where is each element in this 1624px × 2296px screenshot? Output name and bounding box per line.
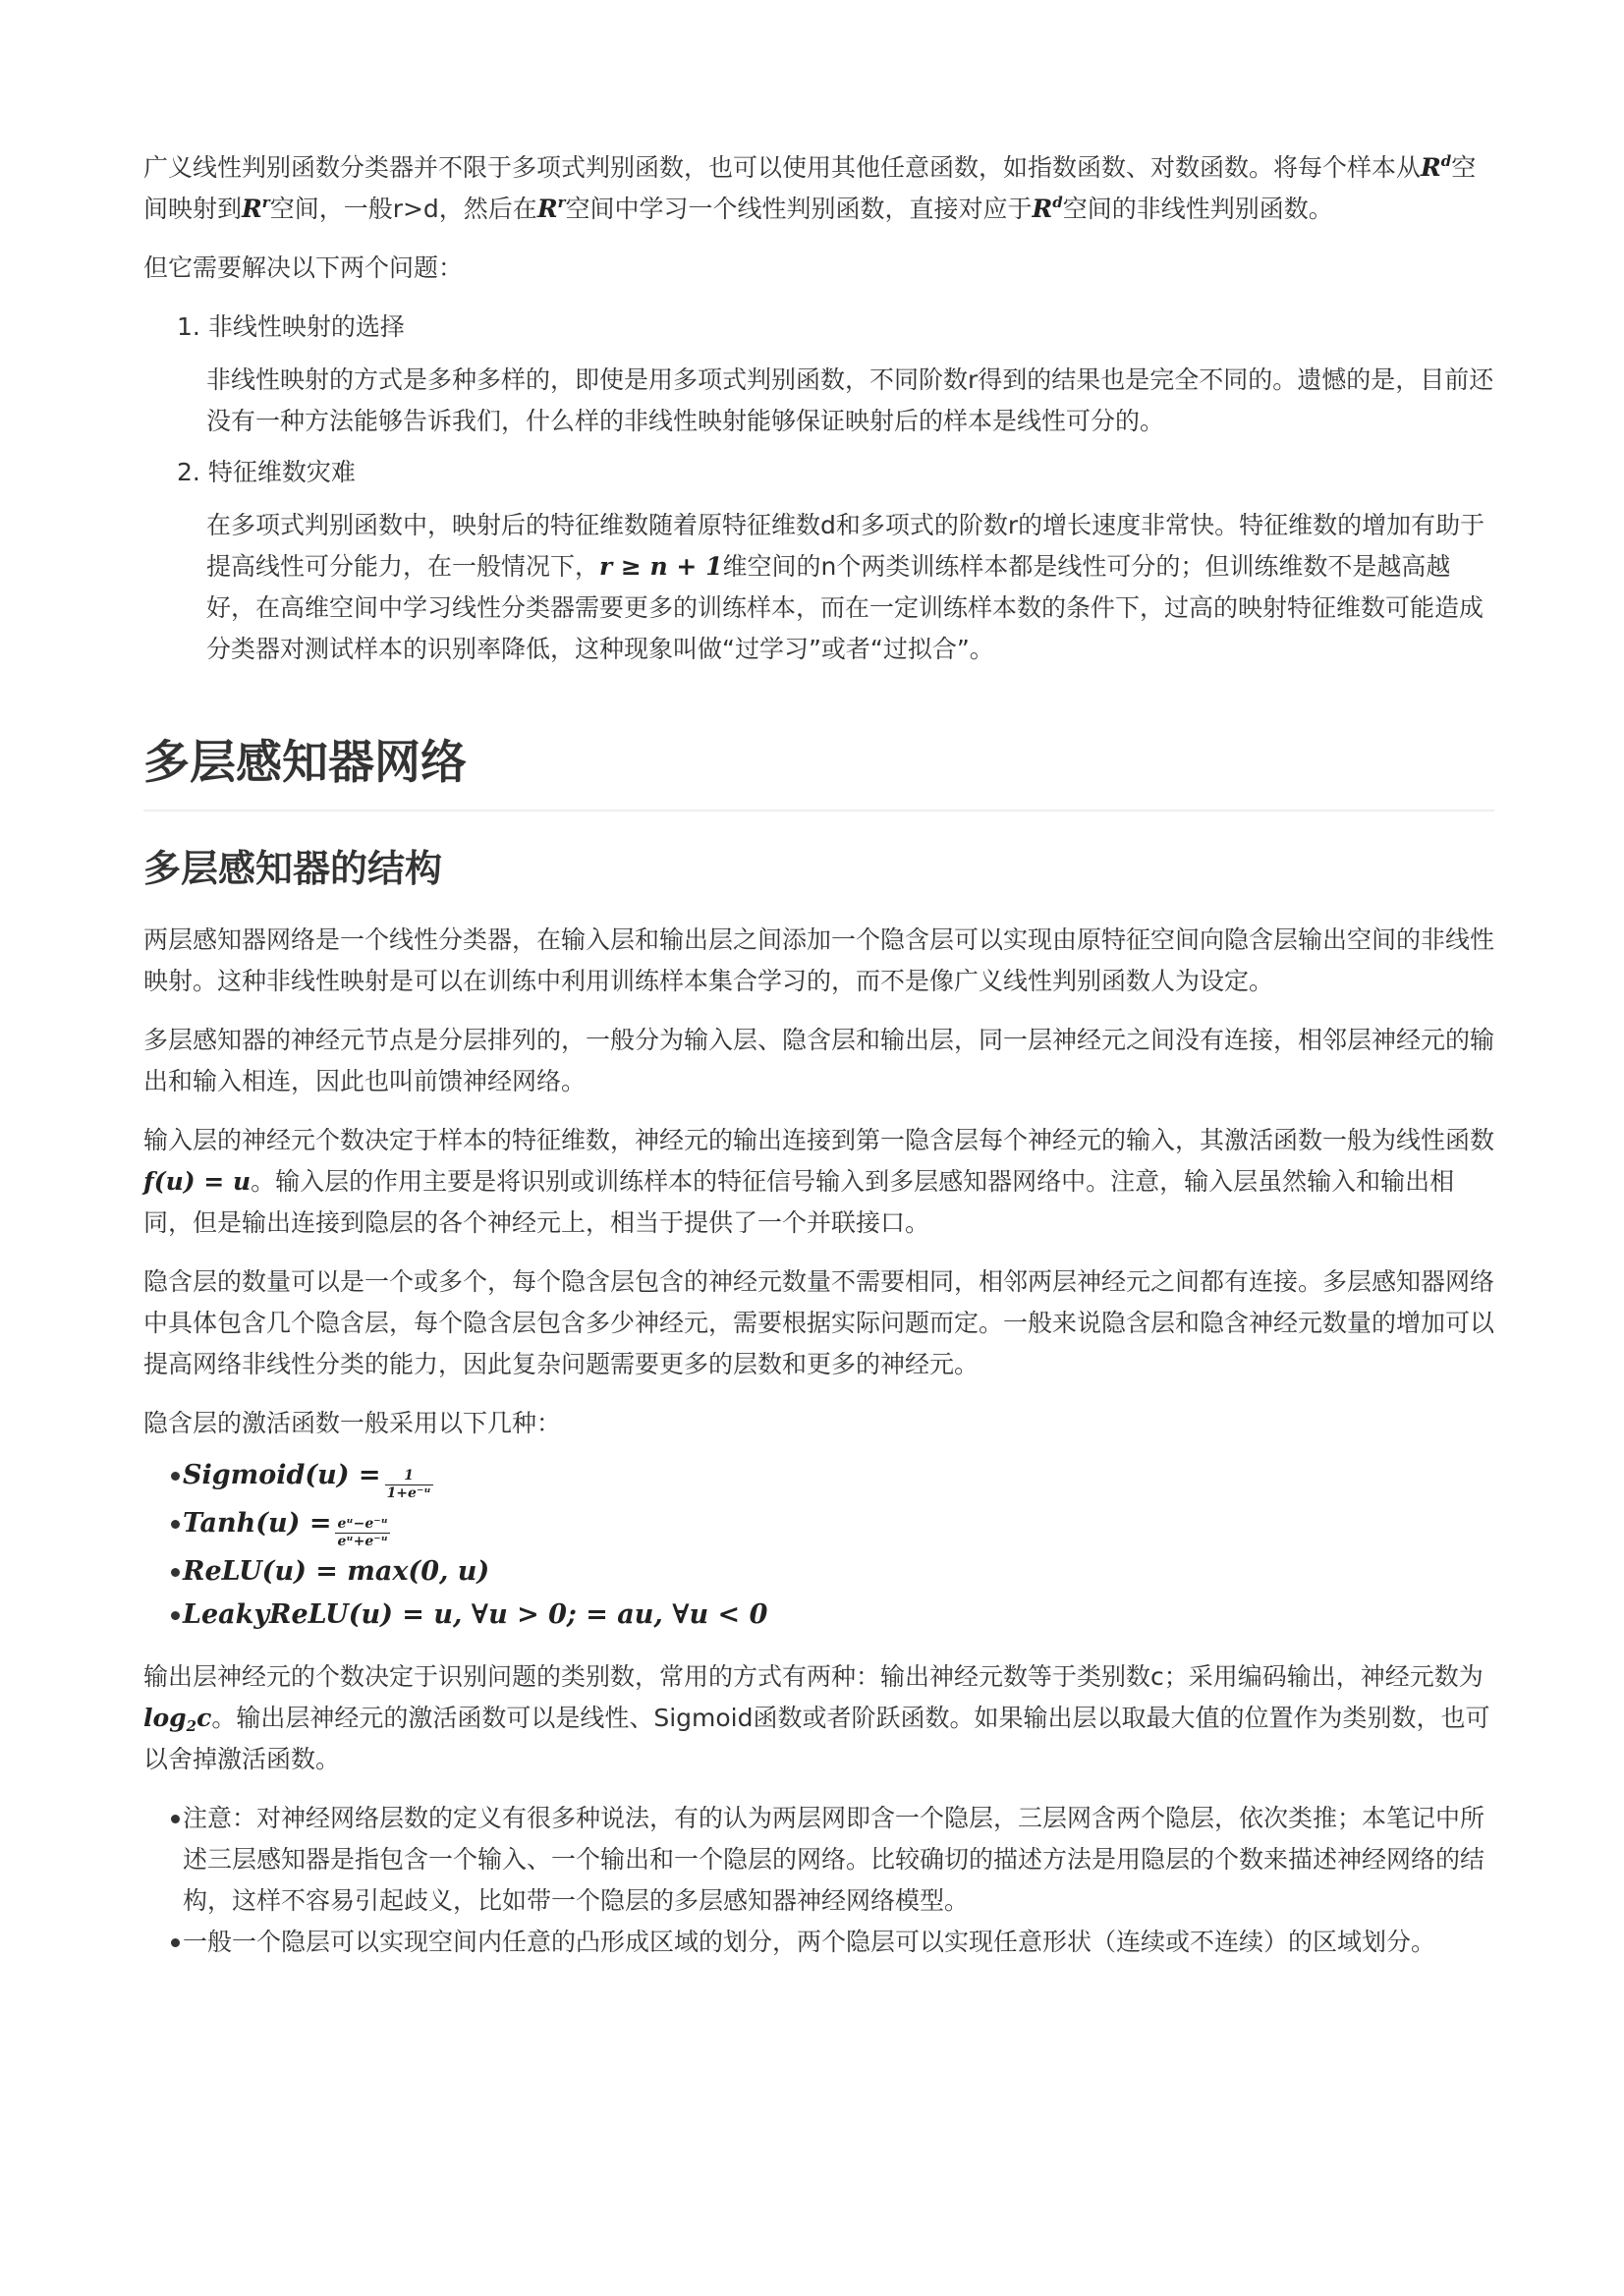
problem-body: 在多项式判别函数中，映射后的特征维数随着原特征维数d和多项式的阶数r的增长速度非常快。特征维数的增加有助于提高线性可分能力，在一般情况下，r ≥ n + 1维空间的n个两类训练样本都是线性可分的；但训练维数不是越高越好，在高维空间中学习线性分类器需要更多的训练样本，而在一定训练样本数的条件下，过高的映射特征维数可能造成分类器对测试样本的识别率降低，这种现象叫做“过学习”或者“过拟合”。 bbox=[206, 511, 1485, 663]
paragraph: 两层感知器网络是一个线性分类器，在输入层和输出层之间添加一个隐含层可以实现由原特征空间向隐含层输出空间的非线性映射。这种非线性映射是可以在训练中利用训练样本集合学习的，而不是像广义线性判别函数人为设定。 bbox=[143, 925, 1495, 995]
intro-paragraph-1: 广义线性判别函数分类器并不限于多项式判别函数，也可以使用其他任意函数，如指数函数、对数函数。将每个样本从$R^d$空间映射到$R^r$空间，一般r>d，然后在$R^r$空间中学习一个线性判别函数，直接对应于$R^d$空间的非线性判别函数。 bbox=[143, 152, 1477, 223]
problem-title: 2. 特征维数灾难 bbox=[177, 458, 356, 486]
problem-list bbox=[143, 307, 1494, 670]
section-heading: 多层感知器网络 bbox=[143, 729, 1494, 812]
list-item: Tanh(u) = $\frac{\text{eᵘ−e⁻ᵘ}}{\text{eᵘ+e⁻ᵘ}}$ bbox=[143, 1502, 1494, 1550]
math-r-geq-n-plus-1: r ≥ n + 1 bbox=[599, 552, 723, 581]
tanh-fraction: $\frac{\text{eᵘ−e⁻ᵘ}}{\text{eᵘ+e⁻ᵘ}}$ bbox=[337, 1516, 388, 1549]
math-Rr: $R^r$ bbox=[536, 194, 566, 223]
list-item: ReLU(u) = max(0, u) bbox=[143, 1550, 1494, 1594]
subsection-heading: 多层感知器的结构 bbox=[143, 847, 443, 890]
list-item: LeakyReLU(u) = u, ∀u > 0; = au, ∀u < 0 bbox=[143, 1594, 1494, 1637]
list-item bbox=[143, 452, 1494, 670]
problem-title: 1. 非线性映射的选择 bbox=[177, 312, 405, 341]
paragraph: 多层感知器的神经元节点是分层排列的，一般分为输入层、隐含层和输出层，同一层神经元之间没有连接，相邻层神经元的输出和输入相连，因此也叫前馈神经网络。 bbox=[143, 1026, 1495, 1095]
sigmoid-fraction: $\frac{1}{\text{1+e⁻ᵘ}}$ bbox=[386, 1468, 431, 1501]
paragraph: 输入层的神经元个数决定于样本的特征维数，神经元的输出连接到第一隐含层每个神经元的输入，其激活函数一般为线性函数f(u) = u。输入层的作用主要是将识别或训练样本的特征信号输入到多层感知器网络中。注意，输入层虽然输入和输出相同，但是输出连接到隐层的各个神经元上，相当于提供了一个并联接口。 bbox=[143, 1126, 1495, 1237]
notes-list bbox=[143, 1798, 1494, 1963]
intro-paragraph-2: 但它需要解决以下两个问题： bbox=[143, 253, 464, 282]
paragraph: 隐含层的激活函数一般采用以下几种： bbox=[143, 1409, 562, 1437]
math-log2c: $\log_2c$ bbox=[143, 1704, 212, 1735]
paragraph: 输出层神经元的个数决定于识别问题的类别数，常用的方式有两种：输出神经元数等于类别数c；采用编码输出，神经元数为$\log_2c$。输出层神经元的激活函数可以是线性、Sigmoid函数或者阶跃函数。如果输出层以取最大值的位置作为类别数，也可以舍掉激活函数。 bbox=[143, 1662, 1490, 1773]
list-item: 注意：对神经网络层数的定义有很多种说法，有的认为两层网即含一个隐层，三层网含两个隐层，依次类推；本笔记中所述三层感知器是指包含一个输入、一个输出和一个隐层的网络。比较确切的描述方法是用隐层的个数来描述神经网络的结构，这样不容易引起歧义，比如带一个隐层的多层感知器神经网络模型。 bbox=[143, 1798, 1494, 1922]
activation-function-list bbox=[143, 1454, 1494, 1637]
list-item: 一般一个隐层可以实现空间内任意的凸形成区域的划分，两个隐层可以实现任意形状（连续或不连续）的区域划分。 bbox=[143, 1922, 1494, 1963]
paragraph: 隐含层的数量可以是一个或多个，每个隐含层包含的神经元数量不需要相同，相邻两层神经元之间都有连接。多层感知器网络中具体包含几个隐含层，每个隐含层包含多少神经元，需要根据实际问题而定。一般来说隐含层和隐含神经元数量的增加可以提高网络非线性分类的能力，因此复杂问题需要更多的层数和更多的神经元。 bbox=[143, 1267, 1495, 1378]
document-page bbox=[143, 147, 1494, 1983]
list-item bbox=[143, 307, 1494, 442]
math-Rr: $R^r$ bbox=[242, 194, 270, 223]
problem-body: 非线性映射的方式是多种多样的，即使是用多项式判别函数，不同阶数r得到的结果也是完全不同的。遗憾的是，目前还没有一种方法能够告诉我们，什么样的非线性映射能够保证映射后的样本是线性可分的。 bbox=[206, 365, 1494, 435]
list-item: Sigmoid(u) = $\frac{1}{\text{1+e⁻ᵘ}}$ bbox=[143, 1454, 1494, 1502]
math-f-u-equals-u: f(u) = u bbox=[143, 1167, 252, 1196]
math-Rd: $R^d$ bbox=[1032, 194, 1063, 223]
math-Rd: $R^d$ bbox=[1421, 152, 1452, 182]
